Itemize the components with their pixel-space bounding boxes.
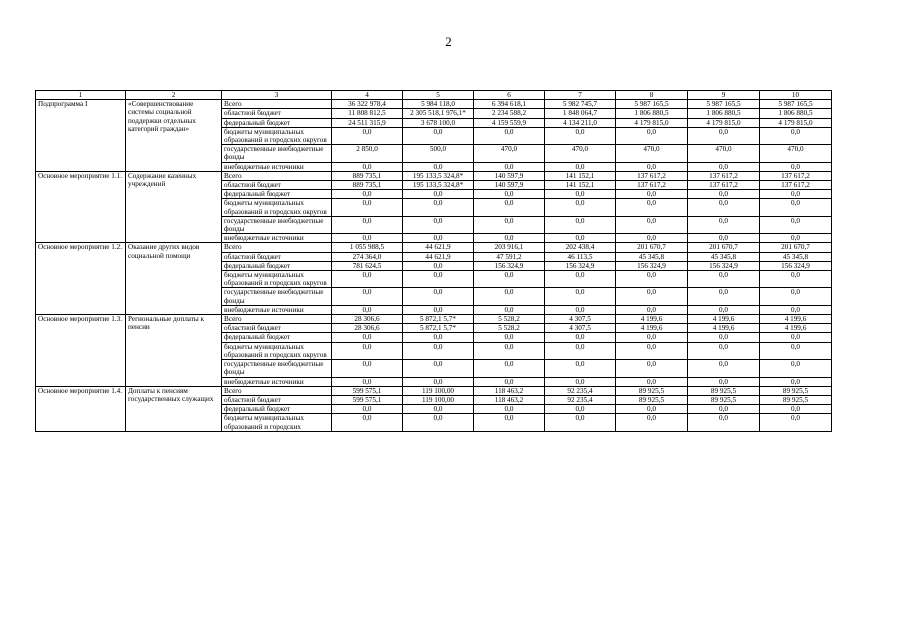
amount-cell: 0,0 xyxy=(474,288,545,305)
amount-cell: 0,0 xyxy=(545,360,616,377)
amount-cell: 0,0 xyxy=(760,127,832,144)
amount-cell: 4 199,6 xyxy=(616,315,688,324)
amount-cell: 0,0 xyxy=(688,271,760,288)
amount-cell: 141 152,1 xyxy=(545,171,616,180)
amount-cell: 137 617,2 xyxy=(760,181,832,190)
amount-cell: 89 925,5 xyxy=(616,395,688,404)
amount-cell: 0,0 xyxy=(760,414,832,431)
amount-cell: 0,0 xyxy=(332,342,403,359)
amount-cell: 156 324,9 xyxy=(616,261,688,270)
amount-cell: 1 055 988,5 xyxy=(332,243,403,252)
amount-cell: 0,0 xyxy=(403,127,474,144)
program-name-cell: Основное мероприятие 1.3. xyxy=(36,315,126,387)
header-cell: 7 xyxy=(545,91,616,100)
amount-cell: 0,0 xyxy=(545,271,616,288)
amount-cell: 202 438,4 xyxy=(545,243,616,252)
amount-cell: 5 987 165,5 xyxy=(688,100,760,109)
amount-cell: 0,0 xyxy=(760,288,832,305)
amount-cell: 0,0 xyxy=(545,190,616,199)
header-row xyxy=(36,91,832,100)
amount-cell: 0,0 xyxy=(545,377,616,386)
amount-cell: 274 364,0 xyxy=(332,252,403,261)
amount-cell: 0,0 xyxy=(332,271,403,288)
amount-cell: 89 925,5 xyxy=(688,395,760,404)
header-cell: 10 xyxy=(760,91,832,100)
amount-cell: 0,0 xyxy=(616,305,688,314)
funding-source-cell: бюджеты муниципальных образований и городских округов xyxy=(222,127,332,144)
amount-cell: 3 678 100,0 xyxy=(403,118,474,127)
amount-cell: 5 872,1 5,7* xyxy=(403,315,474,324)
amount-cell: 0,0 xyxy=(616,377,688,386)
budget-table xyxy=(35,90,832,432)
amount-cell: 0,0 xyxy=(688,342,760,359)
funding-source-cell: Всего xyxy=(222,171,332,180)
amount-cell: 0,0 xyxy=(616,199,688,216)
amount-cell: 0,0 xyxy=(403,199,474,216)
amount-cell: 0,0 xyxy=(332,216,403,233)
program-description-cell: Региональные доплаты к пенсии xyxy=(126,315,222,387)
amount-cell: 0,0 xyxy=(332,234,403,243)
amount-cell: 0,0 xyxy=(545,405,616,414)
funding-source-cell: бюджеты муниципальных образований и городских округов xyxy=(222,199,332,216)
amount-cell: 0,0 xyxy=(616,234,688,243)
amount-cell: 1 806 880,5 xyxy=(616,109,688,118)
header-cell: 3 xyxy=(222,91,332,100)
amount-cell: 0,0 xyxy=(403,288,474,305)
amount-cell: 118 463,2 xyxy=(474,395,545,404)
amount-cell: 0,0 xyxy=(403,305,474,314)
amount-cell: 119 100,00 xyxy=(403,395,474,404)
amount-cell: 0,0 xyxy=(403,342,474,359)
amount-cell: 0,0 xyxy=(474,333,545,342)
header-cell: 5 xyxy=(403,91,474,100)
amount-cell: 781 624,5 xyxy=(332,261,403,270)
amount-cell: 195 133,5 324,8* xyxy=(403,171,474,180)
amount-cell: 889 735,1 xyxy=(332,171,403,180)
amount-cell: 0,0 xyxy=(332,162,403,171)
amount-cell: 0,0 xyxy=(616,342,688,359)
table-row xyxy=(36,100,832,109)
amount-cell: 137 617,2 xyxy=(688,181,760,190)
amount-cell: 4 199,6 xyxy=(760,315,832,324)
amount-cell: 0,0 xyxy=(474,127,545,144)
amount-cell: 0,0 xyxy=(474,305,545,314)
amount-cell: 5 984 118,0 xyxy=(403,100,474,109)
amount-cell: 0,0 xyxy=(616,360,688,377)
funding-source-cell: бюджеты муниципальных образований и городских xyxy=(222,414,332,431)
amount-cell: 0,0 xyxy=(545,127,616,144)
amount-cell: 0,0 xyxy=(474,190,545,199)
amount-cell: 0,0 xyxy=(545,216,616,233)
header-cell: 6 xyxy=(474,91,545,100)
amount-cell: 470,0 xyxy=(760,145,832,162)
amount-cell: 156 324,9 xyxy=(474,261,545,270)
amount-cell: 0,0 xyxy=(545,234,616,243)
funding-source-cell: государственные внебюджетные фонды xyxy=(222,216,332,233)
amount-cell: 44 621,9 xyxy=(403,252,474,261)
table-row xyxy=(36,315,832,324)
amount-cell: 0,0 xyxy=(688,162,760,171)
amount-cell: 5 528,2 xyxy=(474,315,545,324)
amount-cell: 0,0 xyxy=(688,305,760,314)
amount-cell: 0,0 xyxy=(332,333,403,342)
amount-cell: 599 575,1 xyxy=(332,395,403,404)
funding-source-cell: областной бюджет xyxy=(222,324,332,333)
amount-cell: 0,0 xyxy=(545,305,616,314)
amount-cell: 0,0 xyxy=(616,127,688,144)
amount-cell: 5 528,2 xyxy=(474,324,545,333)
amount-cell: 5 872,1 5,7* xyxy=(403,324,474,333)
amount-cell: 0,0 xyxy=(403,234,474,243)
amount-cell: 4 307,5 xyxy=(545,315,616,324)
amount-cell: 0,0 xyxy=(688,360,760,377)
table-body xyxy=(36,100,832,432)
amount-cell: 89 925,5 xyxy=(760,386,832,395)
amount-cell: 0,0 xyxy=(760,360,832,377)
amount-cell: 470,0 xyxy=(688,145,760,162)
amount-cell: 2 850,0 xyxy=(332,145,403,162)
amount-cell: 24 511 315,9 xyxy=(332,118,403,127)
amount-cell: 0,0 xyxy=(688,377,760,386)
amount-cell: 140 597,9 xyxy=(474,171,545,180)
funding-source-cell: федеральный бюджет xyxy=(222,405,332,414)
amount-cell: 0,0 xyxy=(403,190,474,199)
amount-cell: 1 848 064,7 xyxy=(545,109,616,118)
amount-cell: 0,0 xyxy=(332,127,403,144)
amount-cell: 6 394 618,1 xyxy=(474,100,545,109)
program-description-cell: Содержание казенных учреждений xyxy=(126,171,222,243)
funding-source-cell: бюджеты муниципальных образований и городских округов xyxy=(222,342,332,359)
amount-cell: 5 982 745,7 xyxy=(545,100,616,109)
amount-cell: 137 617,2 xyxy=(616,171,688,180)
funding-source-cell: бюджеты муниципальных образований и городских округов xyxy=(222,271,332,288)
amount-cell: 4 307,5 xyxy=(545,324,616,333)
amount-cell: 0,0 xyxy=(760,162,832,171)
amount-cell: 0,0 xyxy=(760,333,832,342)
amount-cell: 0,0 xyxy=(616,405,688,414)
funding-source-cell: внебюджетные источники xyxy=(222,377,332,386)
amount-cell: 0,0 xyxy=(474,234,545,243)
amount-cell: 0,0 xyxy=(332,190,403,199)
amount-cell: 0,0 xyxy=(332,414,403,431)
funding-source-cell: федеральный бюджет xyxy=(222,261,332,270)
amount-cell: 0,0 xyxy=(688,333,760,342)
header-cell: 4 xyxy=(332,91,403,100)
amount-cell: 0,0 xyxy=(474,216,545,233)
funding-source-cell: федеральный бюджет xyxy=(222,190,332,199)
funding-source-cell: Всего xyxy=(222,386,332,395)
funding-source-cell: федеральный бюджет xyxy=(222,118,332,127)
funding-source-cell: Всего xyxy=(222,315,332,324)
amount-cell: 141 152,1 xyxy=(545,181,616,190)
amount-cell: 137 617,2 xyxy=(760,171,832,180)
amount-cell: 2 305 518,1 976,1* xyxy=(403,109,474,118)
amount-cell: 0,0 xyxy=(616,271,688,288)
amount-cell: 5 987 165,5 xyxy=(760,100,832,109)
program-name-cell: Подпрограмма I xyxy=(36,100,126,172)
program-description-cell: Оказание других видов социальной помощи xyxy=(126,243,222,315)
amount-cell: 201 670,7 xyxy=(760,243,832,252)
program-name-cell: Основное мероприятие 1.1. xyxy=(36,171,126,243)
amount-cell: 201 670,7 xyxy=(688,243,760,252)
amount-cell: 47 591,2 xyxy=(474,252,545,261)
header-cell: 1 xyxy=(36,91,126,100)
amount-cell: 201 670,7 xyxy=(616,243,688,252)
amount-cell: 137 617,2 xyxy=(688,171,760,180)
amount-cell: 0,0 xyxy=(760,234,832,243)
amount-cell: 889 735,1 xyxy=(332,181,403,190)
program-name-cell: Основное мероприятие 1.2. xyxy=(36,243,126,315)
amount-cell: 92 235,4 xyxy=(545,386,616,395)
amount-cell: 1 806 880,5 xyxy=(760,109,832,118)
program-description-cell: Доплаты к пенсиям государственных служащих xyxy=(126,386,222,431)
amount-cell: 470,0 xyxy=(545,145,616,162)
amount-cell: 45 345,8 xyxy=(688,252,760,261)
amount-cell: 89 925,5 xyxy=(760,395,832,404)
amount-cell: 4 199,6 xyxy=(688,315,760,324)
amount-cell: 0,0 xyxy=(545,199,616,216)
amount-cell: 156 324,9 xyxy=(760,261,832,270)
amount-cell: 0,0 xyxy=(474,414,545,431)
amount-cell: 156 324,9 xyxy=(688,261,760,270)
amount-cell: 119 100,00 xyxy=(403,386,474,395)
amount-cell: 0,0 xyxy=(403,333,474,342)
funding-source-cell: Всего xyxy=(222,100,332,109)
header-cell: 9 xyxy=(688,91,760,100)
funding-source-cell: внебюджетные источники xyxy=(222,305,332,314)
amount-cell: 470,0 xyxy=(474,145,545,162)
amount-cell: 4 179 815,0 xyxy=(616,118,688,127)
amount-cell: 0,0 xyxy=(403,405,474,414)
amount-cell: 0,0 xyxy=(616,288,688,305)
amount-cell: 0,0 xyxy=(545,288,616,305)
amount-cell: 0,0 xyxy=(545,342,616,359)
amount-cell: 2 234 588,2 xyxy=(474,109,545,118)
amount-cell: 0,0 xyxy=(403,216,474,233)
amount-cell: 599 575,1 xyxy=(332,386,403,395)
amount-cell: 0,0 xyxy=(474,377,545,386)
amount-cell: 45 345,8 xyxy=(760,252,832,261)
amount-cell: 45 345,8 xyxy=(616,252,688,261)
amount-cell: 0,0 xyxy=(403,360,474,377)
amount-cell: 0,0 xyxy=(403,377,474,386)
amount-cell: 4 199,6 xyxy=(616,324,688,333)
amount-cell: 500,0 xyxy=(403,145,474,162)
amount-cell: 89 925,5 xyxy=(616,386,688,395)
amount-cell: 5 987 165,5 xyxy=(616,100,688,109)
funding-source-cell: областной бюджет xyxy=(222,109,332,118)
amount-cell: 46 113,5 xyxy=(545,252,616,261)
amount-cell: 0,0 xyxy=(616,216,688,233)
table-row xyxy=(36,243,832,252)
amount-cell: 0,0 xyxy=(760,405,832,414)
amount-cell: 0,0 xyxy=(545,333,616,342)
amount-cell: 156 324,9 xyxy=(545,261,616,270)
amount-cell: 0,0 xyxy=(688,190,760,199)
amount-cell: 0,0 xyxy=(760,342,832,359)
amount-cell: 0,0 xyxy=(474,405,545,414)
amount-cell: 0,0 xyxy=(760,199,832,216)
amount-cell: 0,0 xyxy=(403,261,474,270)
funding-source-cell: Всего xyxy=(222,243,332,252)
amount-cell: 0,0 xyxy=(760,190,832,199)
funding-source-cell: внебюджетные источники xyxy=(222,234,332,243)
amount-cell: 0,0 xyxy=(616,414,688,431)
amount-cell: 0,0 xyxy=(616,190,688,199)
amount-cell: 0,0 xyxy=(688,199,760,216)
amount-cell: 36 322 978,4 xyxy=(332,100,403,109)
amount-cell: 0,0 xyxy=(332,405,403,414)
funding-source-cell: областной бюджет xyxy=(222,395,332,404)
program-description-cell: «Совершенствование системы социальной поддержки отдельных категорий граждан» xyxy=(126,100,222,172)
table-row xyxy=(36,386,832,395)
amount-cell: 0,0 xyxy=(474,342,545,359)
amount-cell: 0,0 xyxy=(474,162,545,171)
amount-cell: 1 806 880,5 xyxy=(688,109,760,118)
amount-cell: 137 617,2 xyxy=(616,181,688,190)
amount-cell: 0,0 xyxy=(332,199,403,216)
amount-cell: 92 235,4 xyxy=(545,395,616,404)
funding-source-cell: федеральный бюджет xyxy=(222,333,332,342)
amount-cell: 28 306,6 xyxy=(332,324,403,333)
amount-cell: 4 179 815,0 xyxy=(760,118,832,127)
amount-cell: 0,0 xyxy=(760,377,832,386)
program-name-cell: Основное мероприятие 1.4. xyxy=(36,386,126,431)
amount-cell: 0,0 xyxy=(760,216,832,233)
amount-cell: 0,0 xyxy=(403,414,474,431)
amount-cell: 0,0 xyxy=(616,162,688,171)
amount-cell: 4 134 211,0 xyxy=(545,118,616,127)
funding-source-cell: государственные внебюджетные фонды xyxy=(222,145,332,162)
amount-cell: 0,0 xyxy=(403,271,474,288)
amount-cell: 4 199,6 xyxy=(688,324,760,333)
amount-cell: 0,0 xyxy=(474,199,545,216)
amount-cell: 0,0 xyxy=(688,216,760,233)
header-cell: 2 xyxy=(126,91,222,100)
funding-source-cell: государственные внебюджетные фонды xyxy=(222,288,332,305)
amount-cell: 0,0 xyxy=(474,271,545,288)
amount-cell: 0,0 xyxy=(688,414,760,431)
funding-source-cell: государственные внебюджетные фонды xyxy=(222,360,332,377)
funding-source-cell: областной бюджет xyxy=(222,252,332,261)
header-cell: 8 xyxy=(616,91,688,100)
amount-cell: 0,0 xyxy=(403,162,474,171)
amount-cell: 0,0 xyxy=(688,405,760,414)
amount-cell: 0,0 xyxy=(760,271,832,288)
funding-source-cell: внебюджетные источники xyxy=(222,162,332,171)
amount-cell: 140 597,9 xyxy=(474,181,545,190)
amount-cell: 0,0 xyxy=(545,414,616,431)
amount-cell: 11 808 812,5 xyxy=(332,109,403,118)
amount-cell: 28 306,6 xyxy=(332,315,403,324)
funding-source-cell: областной бюджет xyxy=(222,181,332,190)
amount-cell: 0,0 xyxy=(332,305,403,314)
amount-cell: 0,0 xyxy=(545,162,616,171)
amount-cell: 4 159 559,9 xyxy=(474,118,545,127)
amount-cell: 0,0 xyxy=(332,360,403,377)
amount-cell: 44 621,9 xyxy=(403,243,474,252)
amount-cell: 4 199,6 xyxy=(760,324,832,333)
amount-cell: 203 916,1 xyxy=(474,243,545,252)
table-row xyxy=(36,171,832,180)
amount-cell: 0,0 xyxy=(616,333,688,342)
amount-cell: 0,0 xyxy=(688,234,760,243)
amount-cell: 0,0 xyxy=(332,288,403,305)
page-number: 2 xyxy=(445,34,452,49)
amount-cell: 0,0 xyxy=(688,127,760,144)
amount-cell: 0,0 xyxy=(332,377,403,386)
amount-cell: 0,0 xyxy=(474,360,545,377)
amount-cell: 0,0 xyxy=(760,305,832,314)
amount-cell: 118 463,2 xyxy=(474,386,545,395)
amount-cell: 89 925,5 xyxy=(688,386,760,395)
amount-cell: 0,0 xyxy=(688,288,760,305)
amount-cell: 4 179 815,0 xyxy=(688,118,760,127)
amount-cell: 195 133,5 324,8* xyxy=(403,181,474,190)
amount-cell: 470,0 xyxy=(616,145,688,162)
